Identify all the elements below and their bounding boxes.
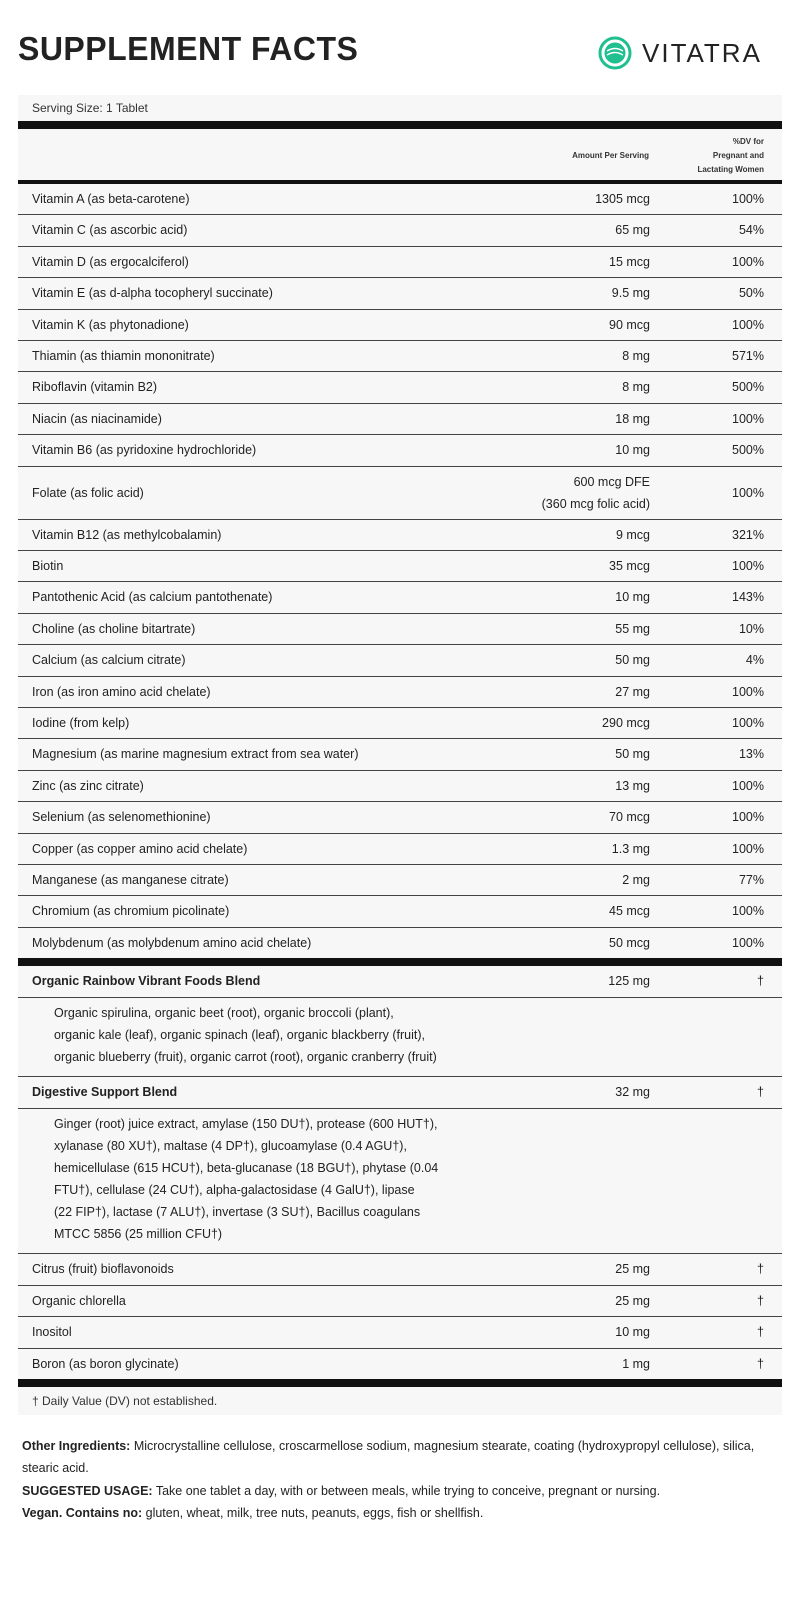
blend-description-line: hemicellulase (615 HCU†), beta-glucanase (18 BGU†), phytase (0.04 [54,1161,439,1176]
daily-value: 100% [732,716,764,730]
daily-value: 100% [732,841,764,856]
daily-value: † [757,974,764,989]
divider-bar [18,958,782,966]
nutrient-name: Vitamin K (as phytonadione) [32,317,189,332]
nutrient-amount: 32 mg [615,1085,650,1100]
table-row [18,404,782,435]
nutrient-name: Folate (as folic acid) [32,485,144,500]
nutrient-amount: 90 mcg [609,317,650,332]
nutrient-amount: 35 mcg [609,559,650,573]
nutrient-name: Iodine (from kelp) [32,716,130,730]
blend-description-line: Organic spirulina, organic beet (root), organic broccoli (plant), [54,1006,394,1021]
table-row [18,1254,782,1286]
daily-value: 500% [732,443,764,458]
daily-value: † [757,1356,764,1371]
daily-value: 100% [732,485,764,500]
nutrient-amount: 25 mg [615,1262,650,1277]
vegan-statement [22,1502,782,1524]
table-row [18,341,782,372]
nutrient-name: Organic Rainbow Vibrant Foods Blend [32,974,261,989]
blend-description-line: MTCC 5856 (25 million CFU†) [54,1227,223,1242]
vegan-label: Vegan. Contains no: [22,1506,143,1520]
table-row [18,739,782,770]
daily-value: 571% [732,349,764,363]
nutrient-amount: 50 mg [615,747,650,762]
table-row [18,677,782,708]
nutrient-name: Vitamin E (as d-alpha tocopheryl succinate) [32,286,273,301]
page-title: SUPPLEMENT FACTS [18,30,359,67]
nutrient-name: Vitamin C (as ascorbic acid) [32,223,188,238]
nutrient-name: Digestive Support Blend [32,1085,178,1100]
daily-value: † [757,1293,764,1308]
nutrient-name: Niacin (as niacinamide) [32,411,162,426]
daily-value: 50% [738,286,764,301]
nutrient-amount: 15 mcg [609,254,650,269]
nutrient-amount: 1 mg [622,1356,650,1371]
table-row [18,966,782,998]
nutrient-amount: 10 mg [615,1325,650,1340]
table-row [18,551,782,582]
dv-column-header [697,135,764,177]
daily-value: 100% [732,559,764,573]
daily-value: † [757,1262,764,1277]
daily-value: 54% [738,223,764,238]
other-ingredients-label: Other Ingredients: [22,1439,131,1453]
nutrient-name: Iron (as iron amino acid chelate) [32,684,211,699]
brand-name: VITATRA [642,37,762,68]
daily-value: 100% [732,254,764,269]
nutrient-amount: 8 mg [622,349,650,363]
nutrient-name: Citrus (fruit) bioflavonoids [32,1262,174,1277]
daily-value: 100% [732,810,764,825]
nutrient-name: Organic chlorella [32,1293,126,1308]
nutrient-amount: 45 mcg [609,904,650,919]
nutrient-amount: 290 mcg [602,716,650,730]
nutrient-amount: 25 mg [615,1293,650,1308]
nutrient-name: Vitamin B12 (as methylcobalamin) [32,527,222,542]
daily-value: 13% [738,747,764,762]
table-row [18,372,782,403]
daily-value: 500% [732,380,764,395]
table-row [18,520,782,551]
table-row [18,467,782,520]
blend-ingredients [18,998,782,1077]
daily-value: 100% [732,192,764,206]
daily-value: 143% [732,590,764,605]
nutrient-amount: 2 mg [622,873,650,887]
nutrient-name: Inositol [32,1325,72,1340]
table-row [18,614,782,645]
nutrient-amount: 1305 mcg [595,192,650,206]
serving-size: Serving Size: 1 Tablet [32,101,148,115]
dv-footnote: † Daily Value (DV) not established. [32,1394,218,1409]
blend-description-line: Ginger (root) juice extract, amylase (150 DU†), protease (600 HUT†), [54,1117,438,1132]
blend-ingredients [18,1109,782,1254]
dv-header-line: Pregnant and [712,151,764,160]
nutrient-amount: 9 mcg [615,527,650,542]
nutrient-name: Vitamin A (as beta-carotene) [32,192,190,206]
nutrient-amount: 1.3 mg [611,841,650,856]
nutrient-amount: 50 mg [615,653,650,668]
nutrient-amount: 8 mg [622,380,650,395]
vegan-text: gluten, wheat, milk, tree nuts, peanuts, eggs, fish or shellfish. [142,1506,484,1520]
dv-header-line: %DV for [732,137,764,146]
nutrient-amount: 18 mg [615,411,650,426]
suggested-usage-label: SUGGESTED USAGE: [22,1484,153,1498]
nutrient-amount: 10 mg [615,590,650,605]
table-row [18,771,782,802]
daily-value: 100% [732,684,764,699]
nutrient-name: Calcium (as calcium citrate) [32,653,186,668]
daily-value: † [757,1325,764,1340]
other-ingredients [22,1435,782,1479]
table-row [18,834,782,865]
nutrient-name: Pantothenic Acid (as calcium pantothenate) [32,590,273,605]
brand-mark-icon [598,36,632,70]
blend-description-line: organic blueberry (fruit), organic carrot (root), organic cranberry (fruit) [54,1050,437,1065]
table-row [18,928,782,959]
nutrient-name: Vitamin D (as ergocalciferol) [32,254,189,269]
brand-logo [598,30,762,76]
table-row [18,247,782,278]
table-row [18,708,782,739]
daily-value: 100% [732,317,764,332]
nutrient-name: Zinc (as zinc citrate) [32,778,144,793]
daily-value: 100% [732,904,764,919]
nutrient-name: Chromium (as chromium picolinate) [32,904,230,919]
supplement-facts-panel [18,95,782,1415]
nutrient-name: Selenium (as selenomethionine) [32,810,211,825]
amount-column-header: Amount Per Serving [572,151,649,160]
nutrient-name: Biotin [32,559,64,573]
daily-value: 321% [732,527,764,542]
nutrient-amount: 9.5 mg [611,286,650,301]
nutrient-amount: 55 mg [615,621,650,636]
table-row [18,1317,782,1349]
daily-value: 100% [732,778,764,793]
table-row [18,896,782,927]
divider-bar [18,121,782,129]
nutrient-name: Choline (as choline bitartrate) [32,621,196,636]
nutrient-name: Manganese (as manganese citrate) [32,873,229,887]
nutrient-amount: 27 mg [615,684,650,699]
table-row [18,582,782,613]
notes-section [22,1435,782,1524]
nutrient-amount: 65 mg [615,223,650,238]
nutrient-amount: 13 mg [615,778,650,793]
nutrient-name: Thiamin (as thiamin mononitrate) [32,349,215,363]
daily-value: 4% [745,653,764,668]
daily-value: 77% [738,873,764,887]
blend-description-line: FTU†), cellulase (24 CU†), alpha-galactosidase (4 GalU†), lipase [54,1183,415,1198]
header [0,0,800,95]
table-row [18,184,782,215]
table-row [18,278,782,309]
nutrient-amount: 10 mg [615,443,650,458]
daily-value: † [757,1085,764,1100]
table-row [18,1077,782,1109]
other-ingredients-text: Microcrystalline cellulose, croscarmellose sodium, magnesium stearate, coating (hydroxypropyl cellulose), silica, stearic acid. [22,1439,755,1475]
table-row [18,215,782,246]
blend-description [54,1002,514,1068]
nutrient-name: Copper (as copper amino acid chelate) [32,841,248,856]
nutrient-name: Molybdenum (as molybdenum amino acid chelate) [32,935,312,950]
blend-description-line: xylanase (80 XU†), maltase (4 DP†), glucoamylase (0.4 AGU†), [54,1139,407,1154]
dv-header-line: Lactating Women [697,165,764,174]
nutrient-amount-detail: (360 mcg folic acid) [541,496,650,511]
nutrient-amount: 70 mcg [609,810,650,825]
table-row [18,435,782,466]
table-row [18,310,782,341]
table-row [18,645,782,676]
table-row [18,865,782,896]
daily-value: 10% [738,621,764,636]
nutrient-name: Boron (as boron glycinate) [32,1356,179,1371]
suggested-usage-text: Take one tablet a day, with or between meals, while trying to conceive, pregnant or nursing. [152,1484,661,1498]
nutrient-amount: 600 mcg DFE [573,474,650,489]
blend-description-line: organic kale (leaf), organic spinach (leaf), organic blackberry (fruit), [54,1028,425,1043]
daily-value: 100% [732,935,764,950]
divider-bar [18,1379,782,1387]
daily-value: 100% [732,411,764,426]
nutrient-name: Magnesium (as marine magnesium extract from sea water) [32,747,359,762]
nutrient-amount: 50 mcg [609,935,650,950]
blend-description [54,1113,514,1245]
suggested-usage [22,1480,782,1502]
table-row [18,802,782,833]
nutrient-amount: 125 mg [608,974,650,989]
nutrient-name: Vitamin B6 (as pyridoxine hydrochloride) [32,443,257,458]
table-row [18,1349,782,1381]
blend-description-line: (22 FIP†), lactase (7 ALU†), invertase (3 SU†), Bacillus coagulans [54,1205,421,1220]
table-row [18,1286,782,1318]
nutrient-name: Riboflavin (vitamin B2) [32,380,158,395]
